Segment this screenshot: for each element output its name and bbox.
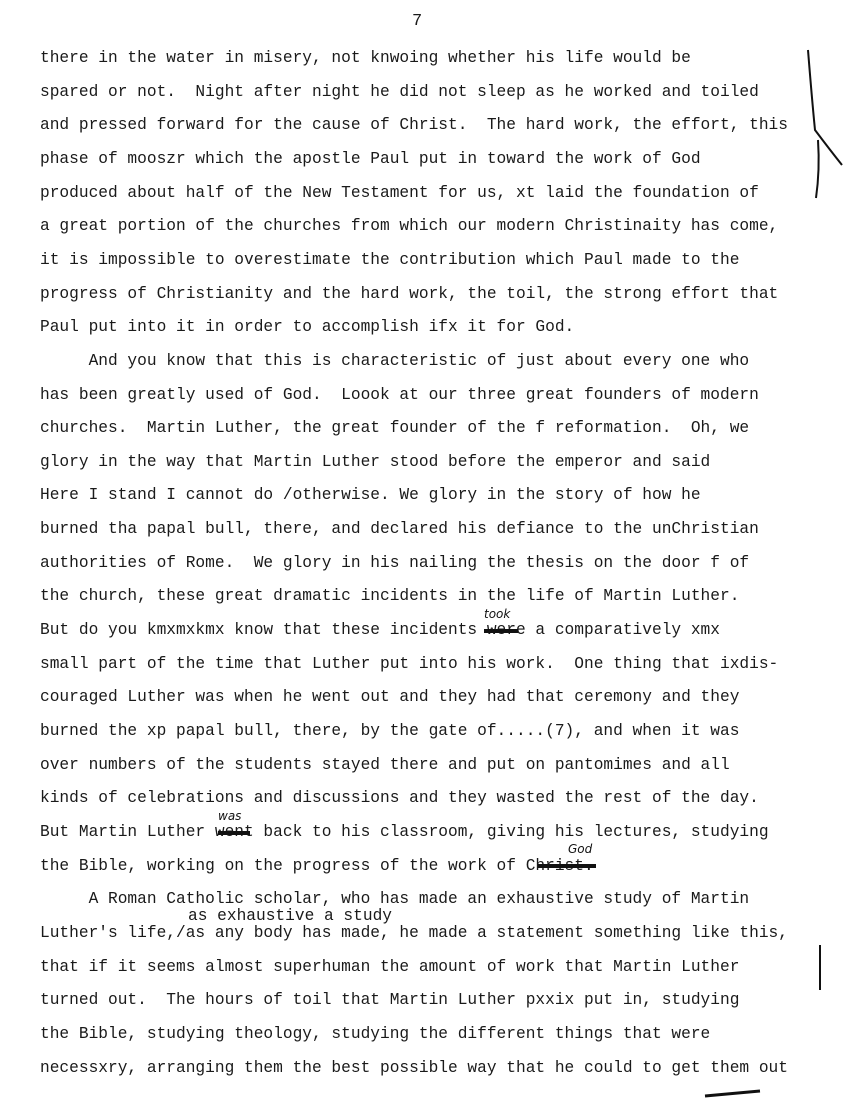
text-line: the Bible, working on the progress of the work of Christ. (40, 856, 594, 875)
margin-bracket-mark (808, 50, 842, 165)
text-line: kinds of celebrations and discussions and they wasted the rest of the day. (40, 789, 759, 808)
text-line: produced about half of the New Testament for us, xt laid the foundation of (40, 183, 759, 202)
text-line: Paul put into it in order to accomplish ifx it for God. (40, 318, 575, 337)
text-line: burned tha papal bull, there, and declared his defiance to the unChristian (40, 520, 759, 539)
handwritten-correction-was: was (218, 809, 242, 823)
text-line: glory in the way that Martin Luther stood before the emperor and said (40, 452, 711, 471)
text-line: spared or not. Night after night he did not sleep as he worked and toiled (40, 82, 759, 101)
text-line: the Bible, studying theology, studying the different things that were (40, 1024, 711, 1043)
text-line: Luther's life,/as any body has made, he made a statement something like this, (40, 923, 788, 942)
text-line: progress of Christianity and the hard work, the toil, the strong effort that (40, 284, 779, 303)
text-line: a great portion of the churches from which our modern Christinaity has come, (40, 217, 779, 236)
text-line: couraged Luther was when he went out and they had that ceremony and they (40, 688, 740, 707)
text-line: Here I stand I cannot do /otherwise. We glory in the story of how he (40, 486, 701, 505)
text-line: and pressed forward for the cause of Christ. The hard work, the effort, this (40, 116, 788, 135)
text-line: churches. Martin Luther, the great founder of the f reformation. Oh, we (40, 419, 750, 438)
inserted-phrase: as exhaustive a study (188, 907, 392, 925)
page-number: 7 (412, 12, 423, 31)
text-line: phase of mooszr which the apostle Paul put in toward the work of God (40, 149, 701, 168)
margin-line-mark (816, 140, 819, 198)
text-line: burned the xp papal bull, there, by the gate of.....(7), and when it was (40, 722, 740, 740)
text-line: A Roman Catholic scholar, who has made an exhaustive study of Martin (40, 890, 750, 909)
text-line: turned out. The hours of toil that Martin Luther pxxix put in, studying (40, 991, 740, 1010)
text-line: over numbers of the students stayed there and put on pantomimes and all (40, 755, 730, 774)
handwritten-correction-god: God (568, 842, 593, 856)
text-line: has been greatly used of God. Loook at our three great founders of modern (40, 385, 759, 404)
text-line: And you know that this is characteristic of just about every one who (40, 351, 750, 370)
text-line: the church, these great dramatic incidents in the life of Martin Luther. (40, 587, 740, 606)
text-line: small part of the time that Luther put into his work. One thing that ixdis- (40, 654, 779, 673)
text-line: there in the water in misery, not knwoing whether his life would be (40, 49, 691, 67)
text-line: But Martin Luther went back to his classroom, giving his lectures, studying (40, 822, 769, 841)
handwritten-correction-took: took (484, 607, 511, 621)
text-line: that if it seems almost superhuman the amount of work that Martin Luther (40, 957, 740, 976)
bottom-stroke-mark (705, 1091, 760, 1096)
text-line: authorities of Rome. We glory in his nailing the thesis on the door f of (40, 553, 750, 572)
text-line: it is impossible to overestimate the contribution which Paul made to the (40, 250, 740, 269)
text-line: But do you kmxmxkmx know that these incidents were a comparatively xmx (40, 621, 720, 640)
text-line: necessxry, arranging them the best possible way that he could to get them out (40, 1058, 788, 1077)
